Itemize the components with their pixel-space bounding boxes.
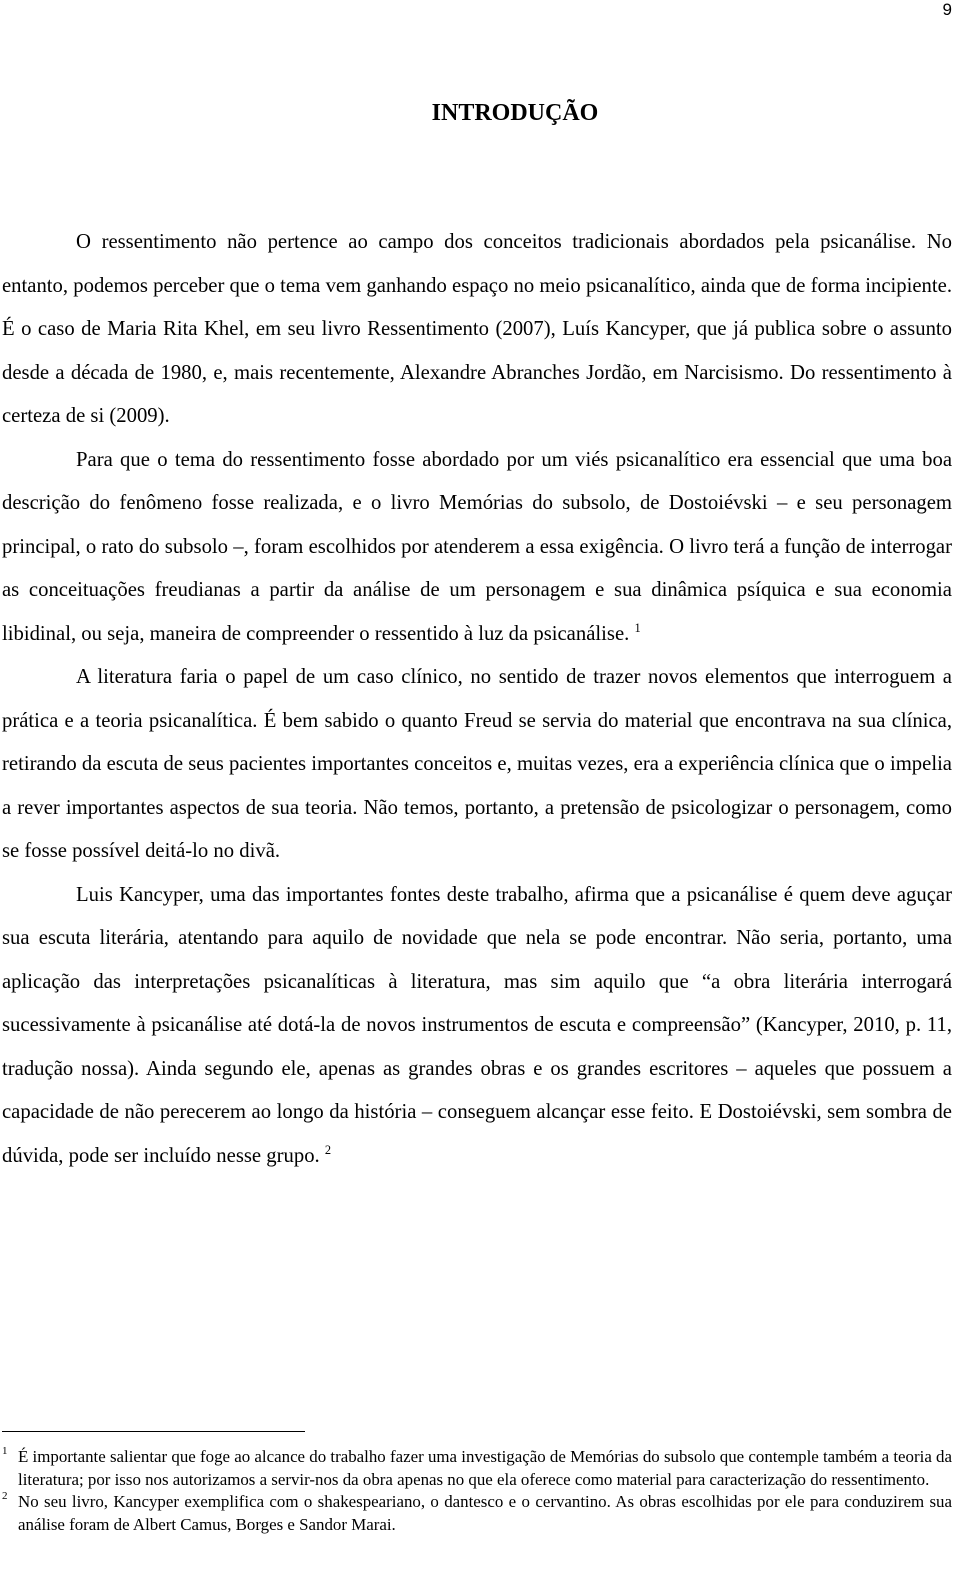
paragraph [2,656,952,874]
paragraph [2,874,952,1179]
footnote-text: No seu livro, Kancyper exemplifica com o shakespeariano, o dantesco e o cervantino. As obras escolhidas por ele para conduzirem sua análise foram de Albert Camus, Borges e Sandor Marai. [18,1492,952,1534]
footnote-ref[interactable]: 1 [634,620,641,635]
body-text [2,221,952,1178]
paragraph-text: Luis Kancyper, uma das importantes fontes deste trabalho, afirma que a psicanálise é quem deve aguçar sua escuta literária, atentando para aquilo de novidade que nela se pode encontrar. Não seria, portanto, uma aplicação das interpretações psicanalíticas à literatura, mas sim aquilo que “a obra literária interrogará sucessivamente à psicanálise até dotá-la de novos instrumentos de escuta e compreensão” (Kancyper, 2010, p. 11, tradução nossa). Ainda segundo ele, apenas as grandes obras e os grandes escritores – aqueles que possuem a capacidade de não perecerem ao longo da história – conseguem alcançar esse feito. E Dostoiévski, sem sombra de dúvida, pode ser incluído nesse grupo. [2,883,952,1167]
paragraph [2,221,952,439]
footnote-text: É importante salientar que foge ao alcance do trabalho fazer uma investigação de Memórias do subsolo que contemple também a teoria da literatura; por isso nos autorizamos a servir-nos da obra apenas no que ela oferece como material para caracterização do ressentimento. [18,1447,952,1489]
footnotes [2,1446,952,1536]
paragraph-text: O ressentimento não pertence ao campo dos conceitos tradicionais abordados pela psicanálise. No entanto, podemos perceber que o tema vem ganhando espaço no meio psicanalítico, ainda que de forma incipiente. É o caso de Maria Rita Khel, em seu livro Ressentimento (2007), Luís Kancyper, que já publica sobre o assunto desde a década de 1980, e, mais recentemente, Alexandre Abranches Jordão, em Narcisismo. Do ressentimento à certeza de si (2009). [2,231,952,427]
footnote-separator [2,1431,305,1432]
footnote-ref[interactable]: 2 [324,1142,332,1157]
footnote [2,1491,952,1536]
footnote-number: 1 [2,1445,8,1457]
paragraph-text: A literatura faria o papel de um caso clínico, no sentido de trazer novos elementos que interroguem a prática e a teoria psicanalítica. É bem sabido o quanto Freud se servia do material que encontrava na sua clínica, retirando da escuta de seus pacientes importantes conceitos e, muitas vezes, era a experiência clínica que o impelia a rever importantes aspectos de sua teoria. Não temos, portanto, a pretensão de psicologizar o personagem, como se fosse possível deitá-lo no divã. [2,666,952,862]
page-title: INTRODUÇÃO [431,100,599,126]
page-number: 9 [942,0,952,19]
footnote [2,1446,952,1491]
paragraph-text: Para que o tema do ressentimento fosse abordado por um viés psicanalítico era essencial que uma boa descrição do fenômeno fosse realizada, e o livro Memórias do subsolo, de Dostoiévski – e seu personagem principal, o rato do subsolo –, foram escolhidos por atenderem a essa exigência. O livro terá a função de interrogar as conceituações freudianas a partir da análise de um personagem e sua dinâmica psíquica e sua economia libidinal, ou seja, maneira de compreender o ressentido à luz da psicanálise. [2,448,952,645]
paragraph [2,439,952,657]
footnote-number: 2 [2,1490,8,1502]
